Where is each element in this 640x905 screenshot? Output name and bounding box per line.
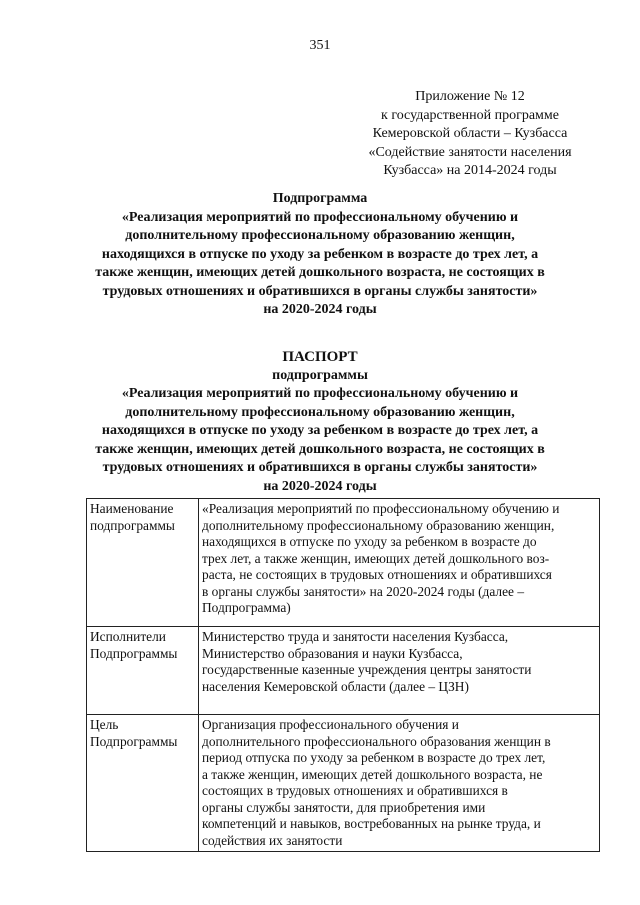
table-row: [87, 627, 600, 715]
row-value-text: «Реализация мероприятий по профессиональному обучению и дополнительному профессиональному образованию женщин, находящихся в отпуске по уходу за ребенком в возрасте до трех лет, а также женщин, имеющих детей дошкольного воз- раста, не состоящих в трудовых отношениях и обратившихся в органы службы занятости» на 2020-2024 годы (далее – Подпрограмма): [202, 501, 560, 615]
row-value: [199, 715, 600, 852]
row-label-text: Наименование подпрограммы: [90, 501, 175, 533]
row-label-text: Исполнители Подпрограммы: [90, 629, 178, 661]
row-label-text: Цель Подпрограммы: [90, 717, 178, 749]
row-value: [199, 499, 600, 627]
heading-line: также женщин, имеющих детей дошкольного возраста, не состоящих в: [95, 265, 545, 280]
row-value-text: Министерство труда и занятости населения Кузбасса, Министерство образования и науки Кузбасса, государственные казенные учреждения центры занятости населения Кемеровской области (далее – ЦЗН): [202, 629, 532, 694]
heading-line: «Реализация мероприятий по профессиональному обучению и: [121, 209, 519, 225]
passport-heading: [60, 348, 580, 496]
appendix-note: [340, 88, 600, 181]
appendix-line: Кузбасса» на 2014-2024 годы: [383, 163, 557, 178]
heading-line: находящихся в отпуске по уходу за ребенком в возрасте до трех лет, а: [101, 246, 539, 262]
appendix-line: Кемеровской области – Кузбасса: [372, 126, 568, 141]
heading-line: дополнительному профессиональному образованию женщин,: [125, 228, 515, 243]
heading-line: Подпрограмма: [272, 191, 368, 206]
row-value: [199, 627, 600, 715]
page-number: 351: [309, 38, 331, 53]
heading-line: на 2020-2024 годы: [263, 478, 377, 494]
heading-line: дополнительному профессиональному образованию женщин,: [125, 404, 515, 420]
appendix-line: «Содействие занятости населения: [368, 144, 572, 160]
table-row: [87, 715, 600, 852]
heading-line: на 2020-2024 годы: [263, 302, 377, 317]
heading-line: «Реализация мероприятий по профессиональному обучению и: [121, 386, 519, 401]
passport-table: [86, 498, 600, 852]
heading-line: трудовых отношениях и обратившихся в органы службы занятости»: [102, 460, 538, 475]
subprogram-heading: [60, 190, 580, 320]
heading-line: трудовых отношениях и обратившихся в органы службы занятости»: [102, 283, 538, 299]
passport-title: ПАСПОРТ: [282, 349, 358, 365]
heading-line: находящихся в отпуске по уходу за ребенком в возрасте до трех лет, а: [101, 423, 539, 438]
row-label: [87, 499, 199, 627]
row-label: [87, 715, 199, 852]
heading-line: также женщин, имеющих детей дошкольного возраста, не состоящих в: [95, 441, 545, 457]
heading-line: подпрограммы: [272, 367, 368, 383]
appendix-line: к государственной программе: [381, 107, 559, 123]
row-value-text: Организация профессионального обучения и дополнительного профессионального образования женщин в период отпуска по уходу за ребенком в возрасте до трех лет, а также женщин, имеющих детей дошкольного возраста, не состоящих в трудовых отношениях и обратившихся в органы службы занятости, для приобретения ими компетенций и навыков, востребованных на рынке труда, и содействия их занятости: [202, 717, 551, 848]
table-row: [87, 499, 600, 627]
appendix-line: Приложение № 12: [415, 89, 525, 104]
row-label: [87, 627, 199, 715]
